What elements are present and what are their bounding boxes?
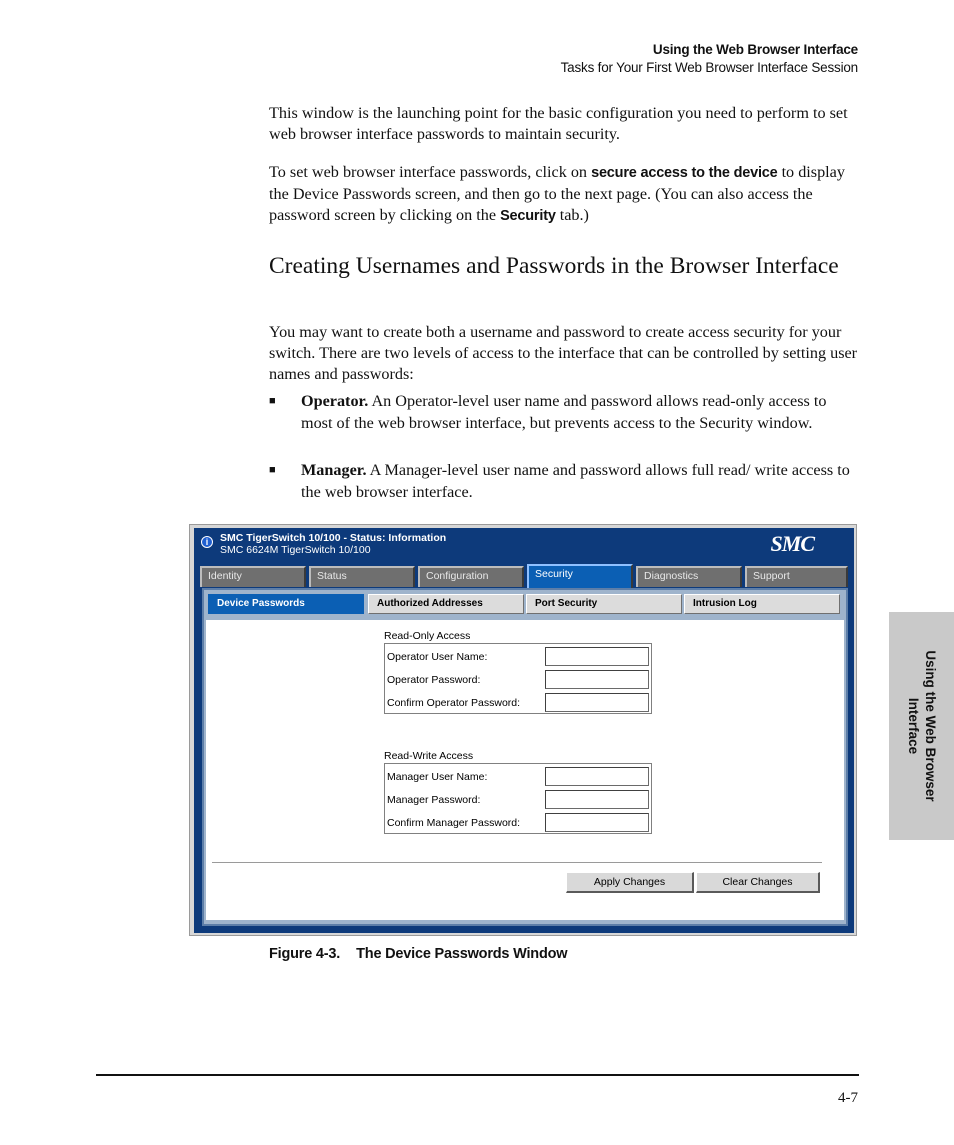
manager-user-name-row [387, 766, 651, 789]
manager-password-input[interactable] [545, 790, 649, 809]
tab-diagnostics[interactable]: Diagnostics [636, 566, 742, 587]
confirm-manager-password-row [387, 812, 651, 835]
footer-rule [96, 1074, 859, 1076]
read-write-access-group [384, 763, 652, 834]
side-tab-line2: Interface [905, 697, 921, 755]
operator-user-name-input[interactable] [545, 647, 649, 666]
info-icon: i [201, 536, 213, 548]
app-title-status: SMC TigerSwitch 10/100 - Status: Information [220, 532, 447, 544]
smc-logo: SMC [770, 531, 814, 556]
main-tab-bar [200, 564, 848, 588]
instructions-paragraph [269, 162, 859, 227]
security-panel [202, 588, 848, 926]
bullet-body: A Manager-level user name and password allows full read/ write access to the web browser interface. [301, 461, 850, 501]
subtab-intrusion-log[interactable]: Intrusion Log [684, 594, 840, 614]
tab-identity[interactable]: Identity [200, 566, 306, 587]
tab-security[interactable]: Security [527, 564, 633, 588]
confirm-operator-password-row [387, 692, 651, 715]
chapter-side-tab-text [905, 616, 939, 836]
apply-changes-button[interactable]: Apply Changes [566, 872, 694, 893]
secure-access-link-text: secure access to the device [591, 165, 778, 181]
bullet-marker: ■ [269, 464, 276, 476]
clear-changes-button[interactable]: Clear Changes [696, 872, 820, 893]
figure-number: Figure 4-3. [269, 946, 341, 962]
figure-title: The Device Passwords Window [356, 946, 568, 962]
running-header-subtitle: Tasks for Your First Web Browser Interface Session [560, 60, 858, 75]
instructions-mid: to display the Device Passwords screen, and then go to the next page. (You can also access the password screen by clicking on the [269, 163, 845, 224]
bullet-text [301, 391, 859, 434]
read-only-access-group [384, 643, 652, 714]
form-divider [212, 862, 822, 864]
confirm-manager-password-input[interactable] [545, 813, 649, 832]
tab-status[interactable]: Status [309, 566, 415, 587]
section-heading: Creating Usernames and Passwords in the Browser Interface [269, 253, 839, 279]
tab-configuration[interactable]: Configuration [418, 566, 524, 587]
bullet-marker: ■ [269, 395, 276, 407]
subtab-device-passwords[interactable]: Device Passwords [208, 594, 364, 614]
running-header-title: Using the Web Browser Interface [652, 42, 858, 57]
device-passwords-screenshot [189, 524, 857, 936]
device-passwords-form [206, 620, 844, 920]
operator-password-input[interactable] [545, 670, 649, 689]
subtab-authorized-addresses[interactable]: Authorized Addresses [368, 594, 524, 614]
read-write-access-label: Read-Write Access [384, 750, 474, 762]
manager-password-row [387, 789, 651, 812]
bullet-lead: Operator. [301, 392, 369, 410]
confirm-manager-password-label: Confirm Manager Password: [387, 817, 521, 829]
manager-password-label: Manager Password: [387, 794, 481, 806]
chapter-side-tab [889, 612, 954, 840]
bullet-manager [269, 460, 859, 504]
tab-support[interactable]: Support [745, 566, 848, 587]
operator-password-row [387, 669, 651, 692]
operator-user-name-label: Operator User Name: [387, 651, 488, 663]
read-only-access-label: Read-Only Access [384, 630, 471, 642]
security-subtab-bar [208, 594, 842, 616]
operator-user-name-row [387, 646, 651, 669]
figure-caption [269, 946, 567, 962]
browser-app-frame [194, 528, 854, 933]
intro-paragraph: This window is the launching point for the basic configuration you need to perform to set web browser interface passwords to maintain security. [269, 104, 848, 143]
bullet-body: An Operator-level user name and password allows read-only access to most of the web browser interface, but prevents access to the Security window. [301, 392, 827, 432]
confirm-operator-password-label: Confirm Operator Password: [387, 697, 521, 709]
instructions-post: tab.) [555, 206, 589, 224]
confirm-operator-password-input[interactable] [545, 693, 649, 712]
page-number: 4-7 [838, 1090, 858, 1106]
levels-paragraph: You may want to create both a username and password to create access security for your switch. There are two levels of access to the interface that can be controlled by setting user names and passwords: [269, 323, 858, 383]
security-tab-reference: Security [500, 208, 556, 224]
side-tab-line1: Using the Web Browser [922, 650, 938, 802]
manager-user-name-label: Manager User Name: [387, 771, 488, 783]
app-titlebar [194, 528, 854, 563]
operator-password-label: Operator Password: [387, 674, 481, 686]
bullet-operator [269, 391, 859, 457]
instructions-pre: To set web browser interface passwords, click on [269, 163, 592, 181]
bullet-lead: Manager. [301, 461, 367, 479]
subtab-port-security[interactable]: Port Security [526, 594, 682, 614]
manager-user-name-input[interactable] [545, 767, 649, 786]
bullet-text [301, 460, 859, 503]
running-header [561, 41, 858, 77]
app-title-model: SMC 6624M TigerSwitch 10/100 [220, 544, 371, 556]
